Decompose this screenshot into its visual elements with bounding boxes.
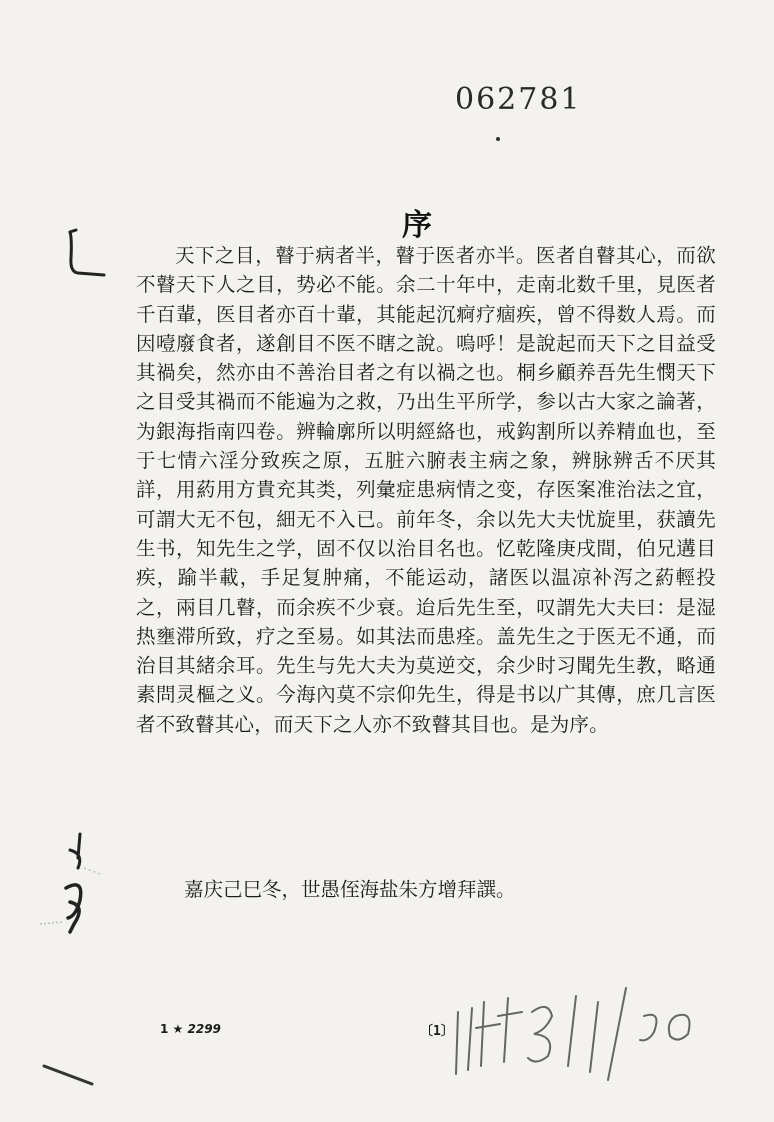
preface-paragraph: 天下之目，瞽于病者半，瞽于医者亦半。医者自瞽其心，而欲不瞽天下人之目，势必不能。余二十年中，走南北数千里，見医者千百輩，医目者亦百十輩，其能起沉痾疗痼疾，曾不得数人焉。而因噎廢食者，遂創目不医不瞎之說。嗚呼！是說起而天下之目益受其禍矣，然亦由不善治目者之有以禍之也。桐乡顧养吾先生憫天下之目受其禍而不能遍为之救，乃出生平所学，参以古大家之論著，为銀海指南四卷。辨輪廓所以明經絡也，戒鈎割所以养精血也，至于七情六淫分致疾之原，五脏六腑表主病之象，辨脉辨舌不厌其詳，用葯用方貴充其类，列彙症患病情之变，存医案准治法之宜，可謂大无不包，細无不入已。前年冬，余以先大夫忧旋里，获讀先生书，知先生之学，固不仅以治目名也。忆乾隆庚戌間，伯兄遘目疾，踰半載，手足复肿痛，不能运动，諸医以温凉补泻之葯輕投之，兩目几瞽，而余疾不少衰。迨后先生至，叹謂先大夫曰：是湿热壅滞所致，疗之至易。如其法而患痊。盖先生之于医无不通，而治目其緒余耳。先生与先大夫为莫逆交，余少时习聞先生教，略通素問灵樞之义。今海內莫不宗仰先生，得是书以广其傳，庶几言医者不致瞽其心，而天下之人亦不致瞽其目也。是为序。 bbox=[136, 244, 716, 736]
margin-scribble-mark bbox=[40, 828, 110, 938]
handwritten-annotation-mark bbox=[448, 982, 718, 1082]
preface-body bbox=[136, 241, 716, 739]
preface-signoff: 嘉庆己巳冬，世愚侄海盐朱方增拜譔。 bbox=[184, 878, 516, 901]
star-icon: ★ bbox=[172, 1022, 184, 1036]
bottom-edge-stroke bbox=[40, 1060, 100, 1090]
page-title: 序 bbox=[402, 208, 432, 244]
ink-dot bbox=[496, 137, 500, 141]
catalog-code bbox=[160, 1022, 221, 1036]
catalog-code-prefix: 1 bbox=[160, 1022, 169, 1036]
serial-number: 062781 bbox=[455, 82, 582, 117]
catalog-code-number: 2299 bbox=[187, 1022, 221, 1036]
page-number: 〔1〕 bbox=[420, 1024, 454, 1039]
